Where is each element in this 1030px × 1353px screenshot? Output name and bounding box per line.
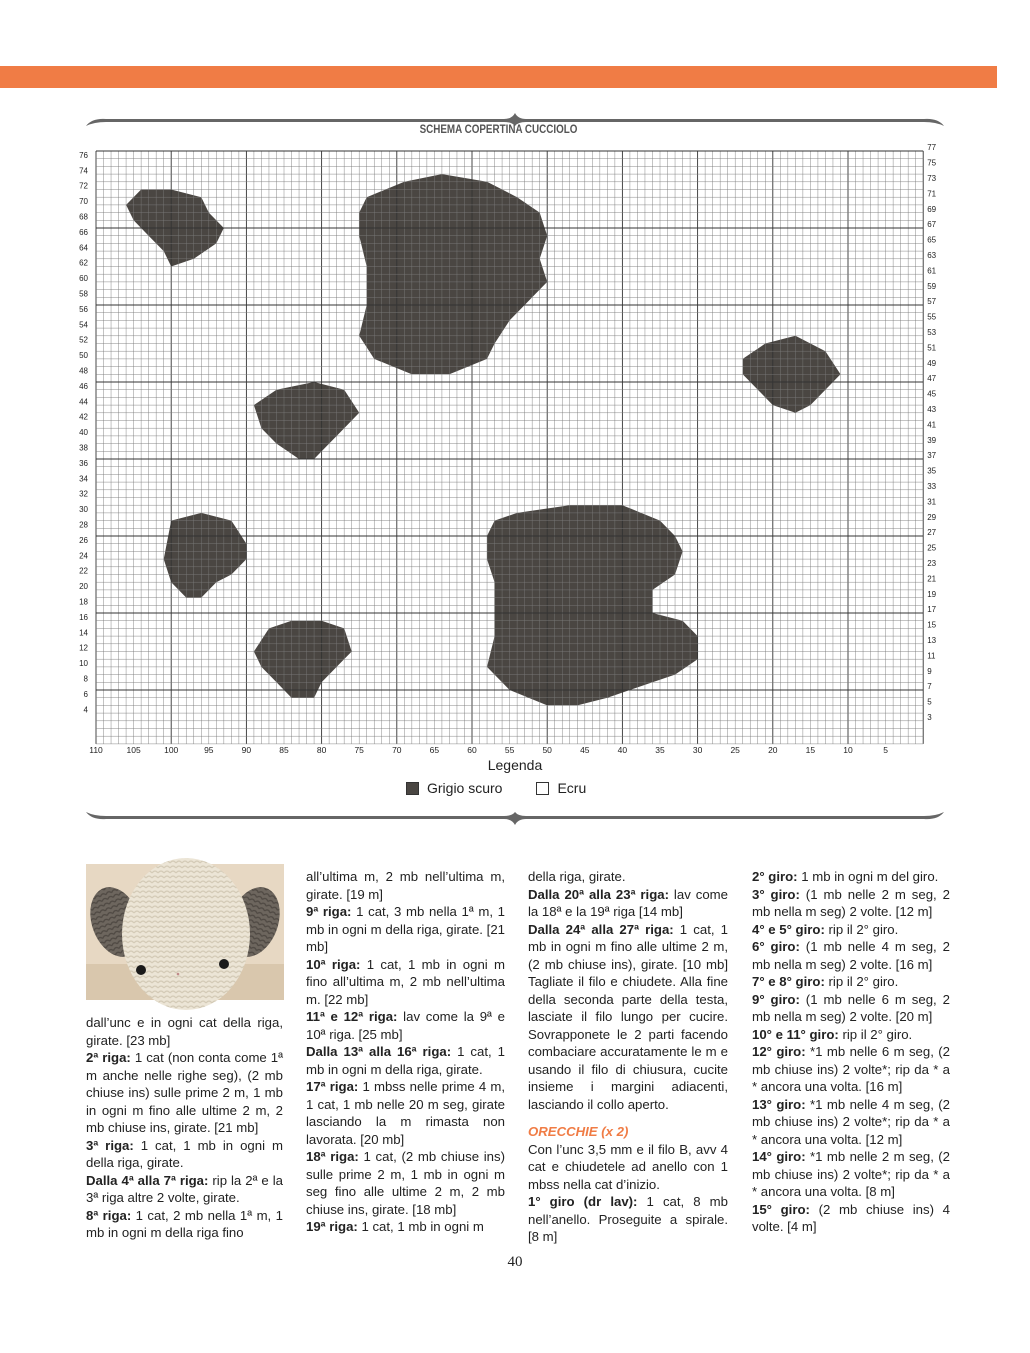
instruction-text: rip la 2ª e la 3ª riga altre 2 volte, girate. bbox=[86, 1172, 283, 1205]
x-tick-label: 80 bbox=[316, 744, 327, 755]
left-row-label: 28 bbox=[79, 520, 88, 530]
bottom-banner-divider bbox=[84, 808, 946, 828]
instruction-text: Con l’unc 3,5 mm e il filo B, avv 4 cat e chiudetele ad anello con 1 mbss nella cat d’inizio. bbox=[528, 1141, 728, 1192]
left-row-label: 34 bbox=[79, 474, 88, 484]
instruction-label: 8ª riga: bbox=[86, 1207, 132, 1223]
instruction-paragraph bbox=[306, 868, 505, 903]
instruction-label: 7° e 8° giro: bbox=[752, 974, 825, 989]
right-row-label: 29 bbox=[927, 512, 937, 522]
right-row-label: 39 bbox=[927, 435, 937, 445]
left-row-label: 64 bbox=[79, 243, 88, 253]
instruction-label: Dalla 4ª alla 7ª riga: bbox=[86, 1172, 209, 1188]
x-tick-label: 75 bbox=[354, 744, 364, 755]
instruction-label: 11ª e 12ª riga: bbox=[306, 1009, 398, 1024]
x-tick-label: 30 bbox=[692, 744, 703, 755]
left-row-label: 44 bbox=[79, 397, 88, 407]
page-number: 40 bbox=[507, 1254, 523, 1270]
right-row-label: 41 bbox=[927, 420, 937, 430]
x-tick-label: 85 bbox=[279, 744, 289, 755]
legend-title: Legenda bbox=[487, 757, 543, 773]
instruction-text: *1 mb nelle 2 m seg, (2 mb chiuse ins) 2 volte*; rip da * a * ancora una volta. [8 m] bbox=[752, 1149, 950, 1199]
left-row-label: 32 bbox=[79, 489, 88, 499]
instruction-text: *1 mb nelle 6 m seg, (2 mb chiuse ins) 2 volte*; rip da * a * ancora una volta. [16 m] bbox=[752, 1044, 950, 1094]
right-row-label: 7 bbox=[927, 682, 932, 692]
dark-gray-swatch bbox=[406, 782, 419, 795]
left-row-label: 50 bbox=[79, 351, 88, 361]
x-tick-label: 95 bbox=[204, 744, 214, 755]
x-tick-label: 35 bbox=[655, 744, 665, 755]
instruction-label: 13° giro: bbox=[752, 1096, 806, 1112]
right-row-label: 13 bbox=[927, 635, 937, 645]
right-row-label: 73 bbox=[927, 173, 937, 183]
instruction-text: 1 cat, 1 mb in ogni m bbox=[357, 1219, 484, 1234]
left-row-label: 40 bbox=[79, 428, 88, 438]
instruction-label: 10ª riga: bbox=[306, 956, 361, 972]
x-tick-label: 25 bbox=[730, 744, 740, 755]
instruction-paragraph bbox=[306, 1043, 505, 1078]
left-row-label: 14 bbox=[79, 628, 88, 638]
instruction-label: 17ª riga: bbox=[306, 1079, 359, 1094]
instruction-paragraph bbox=[306, 1078, 505, 1148]
instruction-text: rip il 2° giro. bbox=[824, 921, 899, 937]
right-row-label: 49 bbox=[927, 358, 937, 368]
instruction-paragraph bbox=[752, 1043, 950, 1096]
right-row-label: 67 bbox=[927, 220, 937, 230]
right-row-label: 11 bbox=[927, 651, 936, 661]
right-row-label: 61 bbox=[927, 266, 937, 276]
x-tick-label: 5 bbox=[883, 744, 888, 755]
instruction-paragraph bbox=[86, 1207, 283, 1242]
instruction-paragraph bbox=[752, 1096, 950, 1149]
left-row-label: 8 bbox=[83, 674, 88, 684]
instruction-label: 6° giro: bbox=[752, 939, 800, 954]
instruction-paragraph bbox=[528, 868, 728, 886]
left-row-label: 52 bbox=[79, 335, 88, 345]
section-heading-orecchie: ORECCHIE (x 2) bbox=[528, 1124, 629, 1139]
right-row-label: 65 bbox=[927, 235, 937, 245]
instruction-paragraph bbox=[86, 1014, 283, 1049]
elephant-photo bbox=[86, 864, 284, 1000]
left-row-label: 66 bbox=[79, 227, 88, 237]
instruction-text: 1 cat, 1 mb in ogni m della riga, girate. bbox=[86, 1137, 283, 1170]
instruction-label: 12° giro: bbox=[752, 1044, 806, 1059]
right-row-label: 37 bbox=[927, 451, 937, 461]
right-row-label: 45 bbox=[927, 389, 937, 399]
instruction-paragraph bbox=[306, 1218, 505, 1236]
left-row-label: 30 bbox=[79, 505, 88, 515]
text-column-3 bbox=[528, 868, 728, 1246]
x-tick-label: 60 bbox=[467, 744, 477, 755]
right-row-label: 63 bbox=[927, 250, 937, 260]
instruction-paragraph bbox=[752, 1026, 950, 1044]
right-row-label: 43 bbox=[927, 404, 937, 414]
instruction-label: 15° giro: bbox=[752, 1201, 810, 1217]
left-row-label: 56 bbox=[79, 304, 88, 314]
instruction-text: 1 cat, 1 mb in ogni m della riga, girate. bbox=[306, 1044, 505, 1077]
x-tick-label: 45 bbox=[580, 744, 590, 755]
instruction-paragraph bbox=[86, 1049, 283, 1137]
instruction-text: dall’unc e in ogni cat della riga, girate. [23 mb] bbox=[86, 1015, 283, 1048]
instruction-text: lav come la 9ª e 10ª riga. [25 mb] bbox=[306, 1009, 505, 1042]
instruction-paragraph bbox=[752, 991, 950, 1026]
instruction-label: 19ª riga: bbox=[306, 1219, 358, 1234]
left-row-label: 4 bbox=[83, 705, 88, 715]
left-row-label: 12 bbox=[79, 643, 88, 653]
instruction-text: 1 cat, 1 mb in ogni m fino all’ultima m, 2 mb nell’ultima m. [22 mb] bbox=[306, 956, 505, 1007]
instruction-paragraph bbox=[752, 938, 950, 973]
right-row-label: 19 bbox=[927, 589, 937, 599]
instruction-label: Dalla 13ª alla 16ª riga: bbox=[306, 1044, 452, 1059]
instruction-text: (2 mb chiuse ins) 4 volte. [4 m] bbox=[752, 1201, 951, 1234]
x-tick-label: 110 bbox=[89, 744, 103, 755]
left-row-label: 22 bbox=[79, 566, 88, 576]
instruction-paragraph bbox=[752, 1148, 950, 1201]
right-row-label: 77 bbox=[927, 143, 937, 153]
instruction-text: 1 cat, 3 mb nella 1ª m, 1 mb in ogni m della riga, girate. [21 mb] bbox=[306, 904, 505, 954]
instruction-paragraph bbox=[86, 1137, 283, 1172]
instruction-text: 1 cat (non conta come 1ª m anche nelle righe seg), (2 mb chiuse ins) sulle prime 2 m, 1 mb in ogni m fino alle ultime 2 m, 2 mb chiuse ins, girate. [21 mb] bbox=[86, 1050, 283, 1135]
x-tick-label: 15 bbox=[805, 744, 816, 755]
right-row-label: 25 bbox=[927, 543, 937, 553]
instruction-text: 1 cat, 1 mb in ogni m fino alle ultime 2 m, (2 mb chiuse ins), girate. [10 mb] Tagliate il filo e chiudete. Alla fine della seconda parte della testa, lasciate il filo lungo per cucire. Sovrapponete le 2 parti facendo combaciare accuratamente le m e usando il filo di chiusura, cucite insieme i margini adiacenti, lasciando il collo aperto. bbox=[528, 921, 728, 1112]
left-row-label: 24 bbox=[79, 551, 88, 561]
instruction-text: 1 cat, 8 mb nell’anello. Proseguite a spirale. [8 m] bbox=[528, 1194, 729, 1244]
left-row-label: 76 bbox=[79, 150, 88, 160]
right-row-label: 15 bbox=[927, 620, 937, 630]
instruction-label: 10° e 11° giro: bbox=[752, 1026, 839, 1042]
left-row-label: 18 bbox=[79, 597, 88, 607]
right-row-label: 27 bbox=[927, 528, 937, 538]
right-row-label: 75 bbox=[927, 158, 937, 168]
x-tick-label: 20 bbox=[768, 744, 778, 755]
right-row-label: 71 bbox=[927, 189, 937, 199]
instruction-paragraph bbox=[86, 1172, 283, 1207]
instruction-label: 1° giro (dr lav): bbox=[528, 1194, 638, 1209]
x-tick-label: 105 bbox=[126, 744, 141, 755]
right-row-label: 33 bbox=[927, 481, 937, 491]
instruction-text: 1 mbss nelle prime 4 m, 1 cat, 1 mb nelle 20 m seg, girate lasciando la m rimasta non lavorata. [20 mb] bbox=[306, 1079, 505, 1147]
instruction-paragraph bbox=[752, 868, 950, 886]
left-row-label: 10 bbox=[79, 659, 88, 669]
left-row-label: 74 bbox=[79, 166, 88, 176]
instruction-label: 4° e 5° giro: bbox=[752, 921, 825, 937]
instruction-paragraph bbox=[528, 1141, 728, 1194]
x-tick-label: 90 bbox=[241, 744, 252, 755]
right-row-label: 3 bbox=[927, 712, 932, 722]
text-column-1 bbox=[86, 1014, 283, 1242]
instruction-text: rip il 2° giro. bbox=[824, 974, 899, 989]
right-row-label: 23 bbox=[927, 558, 937, 568]
x-tick-label: 10 bbox=[843, 744, 853, 755]
left-row-label: 38 bbox=[79, 443, 88, 453]
instruction-text: lav come la 18ª e la 19ª riga [14 mb] bbox=[528, 886, 728, 919]
instruction-text: 1 cat, (2 mb chiuse ins) sulle prime 2 m, 1 mb in ogni m seg fino alle ultime 2 m, 2 mb chiuse ins, girate. [18 mb] bbox=[306, 1149, 505, 1217]
instruction-text: all’ultima m, 2 mb nell’ultima m, girate. [19 m] bbox=[306, 869, 505, 902]
text-column-2 bbox=[306, 868, 505, 1236]
left-row-label: 36 bbox=[79, 458, 88, 468]
left-row-label: 72 bbox=[79, 181, 88, 191]
right-row-label: 53 bbox=[927, 327, 937, 337]
right-row-label: 5 bbox=[927, 697, 932, 707]
right-row-label: 59 bbox=[927, 281, 937, 291]
instruction-label: Dalla 24ª alla 27ª riga: bbox=[528, 921, 674, 937]
left-row-label: 26 bbox=[79, 535, 88, 545]
instruction-label: 18ª riga: bbox=[306, 1149, 359, 1164]
instruction-paragraph bbox=[752, 886, 950, 921]
knitting-chart bbox=[76, 143, 966, 755]
legend-label-ecru: Ecru bbox=[557, 780, 587, 796]
instruction-label: Dalla 20ª alla 23ª riga: bbox=[528, 886, 669, 902]
left-row-label: 6 bbox=[83, 689, 88, 699]
instruction-text: 1 cat, 2 mb nella 1ª m, 1 mb in ogni m della riga fino bbox=[86, 1207, 283, 1240]
x-tick-label: 50 bbox=[542, 744, 552, 755]
instruction-text: (1 mb nelle 2 m seg, 2 mb nella m seg) 2 volte. [12 m] bbox=[752, 886, 950, 919]
instruction-paragraph bbox=[306, 1148, 505, 1218]
top-accent-bar bbox=[0, 66, 997, 88]
x-tick-label: 70 bbox=[392, 744, 402, 755]
x-tick-label: 100 bbox=[164, 744, 179, 755]
left-row-label: 16 bbox=[79, 612, 88, 622]
right-row-label: 57 bbox=[927, 297, 937, 307]
right-row-label: 21 bbox=[927, 574, 937, 584]
instruction-paragraph bbox=[306, 1008, 505, 1043]
instruction-paragraph bbox=[528, 1193, 728, 1246]
left-row-label: 48 bbox=[79, 366, 88, 376]
right-row-label: 9 bbox=[927, 666, 932, 676]
chart-title: SCHEMA COPERTINA CUCCIOLO bbox=[419, 122, 578, 136]
instruction-paragraph bbox=[306, 903, 505, 956]
instruction-text: della riga, girate. bbox=[528, 869, 626, 884]
instruction-label: 9ª riga: bbox=[306, 904, 352, 919]
text-column-4 bbox=[752, 868, 950, 1236]
legend bbox=[406, 780, 586, 796]
instruction-label: 2ª riga: bbox=[86, 1050, 131, 1065]
right-row-label: 55 bbox=[927, 312, 937, 322]
right-row-label: 69 bbox=[927, 204, 937, 214]
instruction-text: 1 mb in ogni m del giro. bbox=[797, 869, 939, 884]
ecru-swatch bbox=[536, 782, 549, 795]
legend-label-dark-gray: Grigio scuro bbox=[427, 780, 503, 796]
right-row-label: 51 bbox=[927, 343, 937, 353]
instruction-paragraph bbox=[752, 1201, 950, 1236]
right-row-label: 31 bbox=[927, 497, 937, 507]
left-row-label: 62 bbox=[79, 258, 88, 268]
left-row-label: 42 bbox=[79, 412, 88, 422]
left-row-label: 46 bbox=[79, 381, 88, 391]
legend-item-dark-gray bbox=[406, 780, 502, 796]
instruction-label: 14° giro: bbox=[752, 1149, 806, 1164]
instruction-paragraph bbox=[752, 921, 950, 939]
x-tick-label: 40 bbox=[617, 744, 628, 755]
x-tick-label: 55 bbox=[504, 744, 515, 755]
instruction-label: 3° giro: bbox=[752, 886, 800, 902]
instruction-text: *1 mb nelle 4 m seg, (2 mb chiuse ins) 2 volte*; rip da * a * ancora una volta. [12 m] bbox=[752, 1096, 950, 1147]
left-row-label: 70 bbox=[79, 197, 88, 207]
instruction-paragraph bbox=[528, 886, 728, 921]
instruction-paragraph bbox=[752, 973, 950, 991]
instruction-label: 9° giro: bbox=[752, 991, 800, 1007]
left-row-label: 68 bbox=[79, 212, 88, 222]
x-tick-label: 65 bbox=[429, 744, 440, 755]
instruction-text: (1 mb nelle 6 m seg, 2 mb nella m seg) 2 volte. [20 m] bbox=[752, 991, 950, 1024]
legend-item-ecru bbox=[536, 780, 586, 796]
instruction-text: (1 mb nelle 4 m seg, 2 mb nella m seg) 2 volte. [16 m] bbox=[752, 939, 950, 972]
instruction-paragraph bbox=[306, 956, 505, 1009]
right-row-label: 35 bbox=[927, 466, 937, 476]
instruction-label: 3ª riga: bbox=[86, 1137, 134, 1153]
left-row-label: 58 bbox=[79, 289, 88, 299]
left-row-label: 60 bbox=[79, 274, 88, 284]
instruction-paragraph bbox=[528, 921, 728, 1114]
left-row-label: 20 bbox=[79, 582, 88, 592]
instruction-label: 2° giro: bbox=[752, 869, 798, 884]
left-row-label: 54 bbox=[79, 320, 88, 330]
right-row-label: 17 bbox=[927, 605, 937, 615]
right-row-label: 47 bbox=[927, 374, 937, 384]
instruction-text: rip il 2° giro. bbox=[838, 1026, 913, 1042]
